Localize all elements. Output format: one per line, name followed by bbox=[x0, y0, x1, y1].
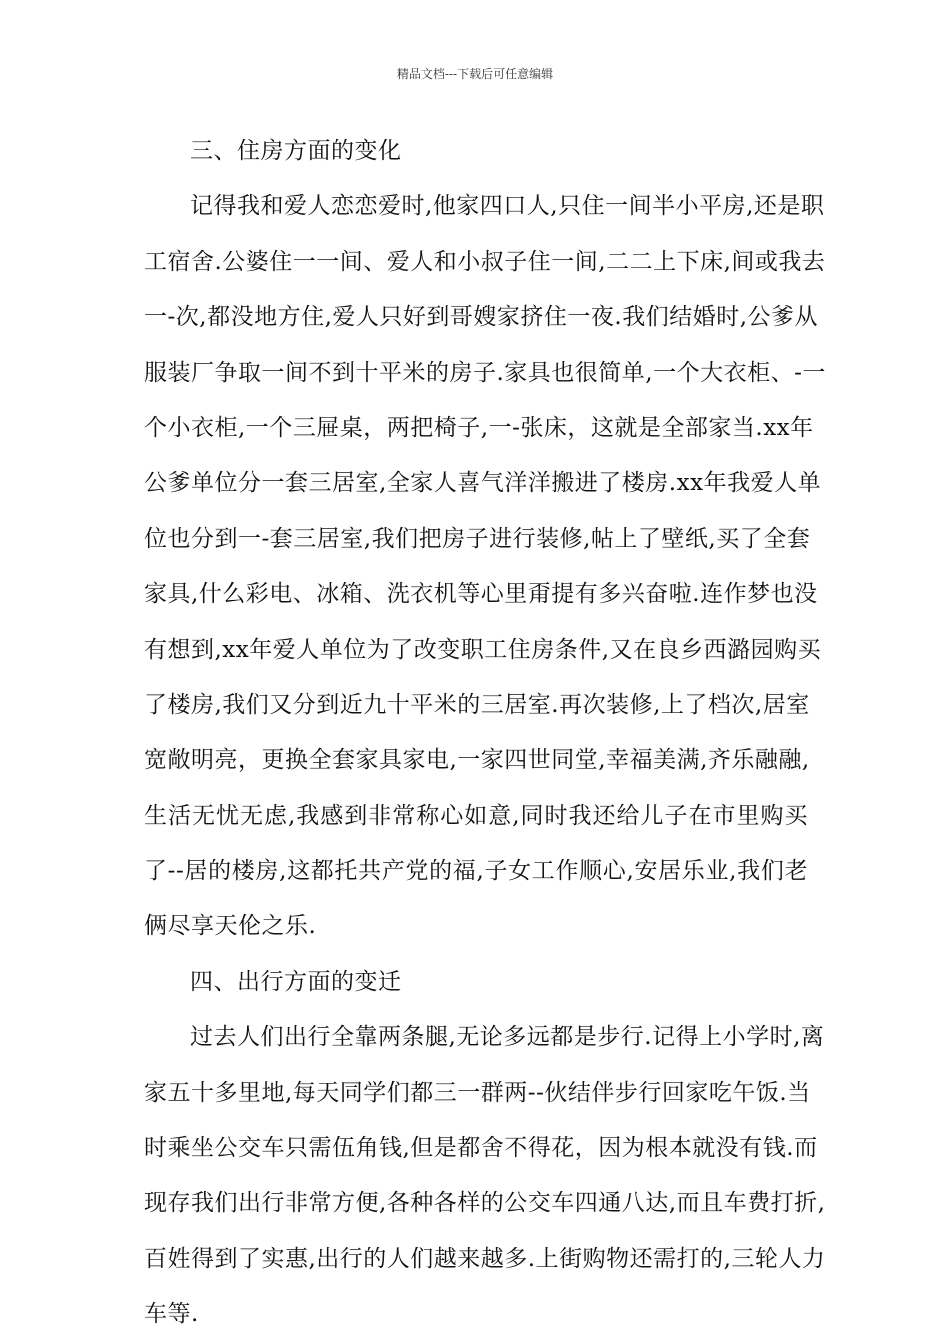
section-heading-housing: 三、住房方面的变化 bbox=[190, 138, 402, 164]
paragraph-line: 服装厂争取一间不到十平米的房子.家具也很简单,一个大衣柜、-一 bbox=[144, 359, 826, 386]
document-body bbox=[144, 124, 826, 1343]
paragraph-line: 工宿舍.公婆住一一间、爱人和小叔子住一间,二二上下床,间或我去 bbox=[144, 248, 826, 275]
paragraph-line: 有想到,xx年爱人单位为了改变职工住房条件,又在良乡西潞园购买 bbox=[144, 636, 822, 663]
paragraph-line: 了楼房,我们又分到近九十平米的三居室.再次装修,上了档次,居室 bbox=[144, 691, 810, 718]
section-heading-travel: 四、出行方面的变迁 bbox=[190, 968, 402, 995]
paragraph-line: 过去人们出行全靠两条腿,无论多远都是步行.记得上小学时,离 bbox=[190, 1024, 825, 1051]
paragraph-line: 位也分到一-套三居室,我们把房子进行装修,帖上了壁纸,买了全套 bbox=[144, 525, 811, 552]
paragraph-line: 时乘坐公交车只需伍角钱,但是都舍不得花，因为根本就没有钱.而 bbox=[144, 1135, 818, 1162]
paragraph-line: 个小衣柜,一个三屉桌，两把椅子,一-张床，这就是全部家当.xx年 bbox=[144, 414, 814, 441]
paragraph-line: 记得我和爱人恋恋爱时,他家四口人,只住一间半小平房,还是职 bbox=[190, 193, 825, 220]
page-header: 精品文档---下载后可任意编辑 bbox=[396, 67, 554, 81]
paragraph-line: 车等. bbox=[144, 1301, 199, 1328]
paragraph-line: 一-次,都没地方住,爱人只好到哥嫂家挤住一夜.我们结婚时,公爹从 bbox=[144, 304, 819, 331]
paragraph-line: 现存我们出行非常方便,各种各样的公交车四通八达,而且车费打折, bbox=[144, 1190, 826, 1217]
paragraph-line: 百姓得到了实惠,出行的人们越来越多.上街购物还需打的,三轮人力 bbox=[144, 1245, 826, 1272]
paragraph-line: 宽敞明亮，更换全套家具家电,一家四世同堂,幸福美满,齐乐融融, bbox=[144, 747, 810, 774]
paragraph-line: 家五十多里地,每天同学们都三一群两--伙结伴步行回家吃午饭.当 bbox=[144, 1079, 811, 1106]
paragraph-line: 家具,什么彩电、冰箱、洗衣机等心里甭提有多兴奋啦.连作梦也没 bbox=[144, 581, 818, 608]
paragraph-line: 生活无忧无虑,我感到非常称心如意,同时我还给儿子在市里购买 bbox=[144, 802, 808, 829]
paragraph-line: 了--居的楼房,这都托共产党的福,子女工作顺心,安居乐业,我们老 bbox=[144, 858, 808, 885]
paragraph-line: 公爹单位分一套三居室,全家人喜气洋洋搬进了楼房.xx年我爱人单 bbox=[144, 470, 822, 497]
paragraph-line: 俩尽享天伦之乐. bbox=[144, 913, 317, 940]
